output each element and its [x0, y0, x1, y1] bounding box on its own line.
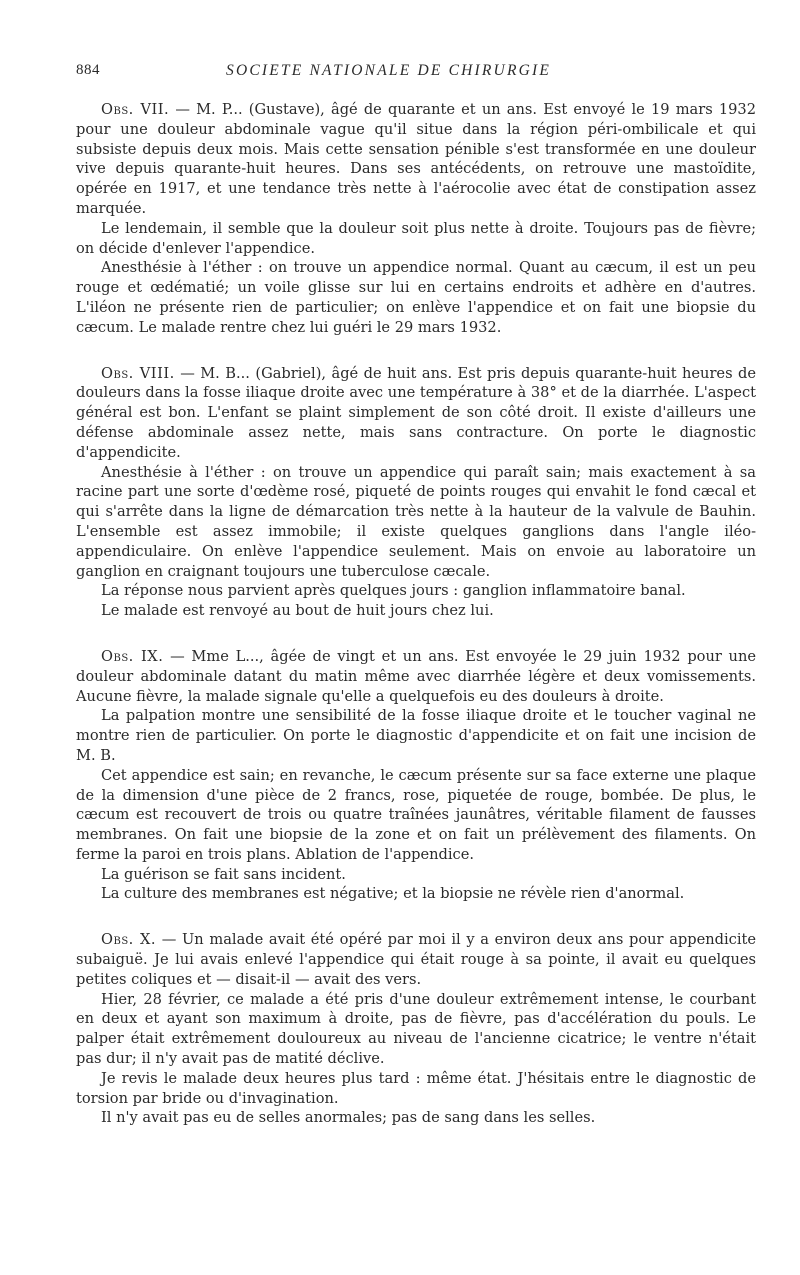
observation-label: Obs. VII. [101, 101, 170, 118]
observation-label: Obs. VIII. [101, 364, 175, 382]
body-paragraph: Le malade est renvoyé au bout de huit jours chez lui. [101, 602, 494, 620]
observation-viii [76, 364, 756, 621]
observation-vii [76, 100, 756, 338]
running-header [76, 62, 756, 88]
body-paragraph: La culture des membranes est négative; et la biopsie ne révèle rien d'anormal. [101, 885, 685, 903]
document-page [76, 62, 756, 1154]
page-number: 884 [76, 62, 100, 78]
observation-lead-paragraph [76, 647, 756, 706]
body-paragraph: La réponse nous parvient après quelques jours : ganglion inflammatoire banal. [101, 582, 686, 600]
body-paragraph: Cet appendice est sain; en revanche, le cæcum présente sur sa face externe une plaque de la dimension d'une pièce de 2 francs, rose, piquetée de rouge, bombée. De plus, le cæcum est recouvert de trois ou quatre traînées jaunâtres, véritable filament de fausses membranes. On fait une biopsie de la zone et on fait un prélèvement des filaments. On ferme la paroi en trois plans. Ablation de l'appendice. [76, 766, 756, 863]
body-paragraph: Il n'y avait pas eu de selles anormales; pas de sang dans les selles. [101, 1109, 596, 1127]
observation-lead-paragraph [76, 364, 756, 463]
body-paragraph: Hier, 28 février, ce malade a été pris d'une douleur extrêmement intense, le courbant en deux et ayant son maximum à droite, pas de fièvre, pas d'accélération du pouls. Le palper était extrêmement douloureux au niveau de l'ancienne cicatrice; le ventre n'était pas dur; il n'y avait pas de matité déclive. [76, 990, 756, 1068]
observation-lead-text: — M. P... (Gustave), âgé de quarante et un ans. Est envoyé le 19 mars 1932 pour une douleur abdominale vague qu'il situe dans la région péri-ombilicale et qui subsiste depuis deux mois. Mais cette sensation pénible s'est transformée en une douleur vive depuis quarante-huit heures. Dans ses antécédents, on retrouve une mastoïdite, opérée en 1917, et une tendance très nette à l'aérocolie avec état de constipation assez marquée. [76, 101, 756, 217]
observation-lead-text: — Un malade avait été opéré par moi il y a environ deux ans pour appendicite subaiguë. Je lui avais enlevé l'appendice qui était rouge à sa pointe, il avait eu quelques petites coliques et — disait-il — avait des vers. [76, 931, 756, 988]
body-paragraph: Le lendemain, il semble que la douleur soit plus nette à droite. Toujours pas de fièvre; on décide d'enlever l'appendice. [76, 219, 756, 257]
observation-ix [76, 647, 756, 904]
observation-lead-text: — Mme L..., âgée de vingt et un ans. Est envoyée le 29 juin 1932 pour une douleur abdominale datant du matin même avec diarrhée légère et deux vomissements. Aucune fièvre, la malade signale qu'elle a quelquefois eu des douleurs à droite. [76, 647, 756, 705]
body-paragraph: La palpation montre une sensibilité de la fosse iliaque droite et le toucher vaginal ne montre rien de particulier. On porte le diagnostic d'appendicite et on fait une incision de M. B. [76, 707, 756, 764]
observation-lead-paragraph [76, 930, 756, 989]
observation-lead-paragraph [76, 100, 756, 219]
body-paragraph: Anesthésie à l'éther : on trouve un appendice normal. Quant au cæcum, il est un peu rouge et œdématié; un voile glisse sur lui en certains endroits et adhère en d'autres. L'iléon ne présente rien de particulier; on enlève l'appendice et on fait une biopsie du cæcum. Le malade rentre chez lui guéri le 29 mars 1932. [76, 259, 756, 336]
observation-x [76, 930, 756, 1128]
journal-title: SOCIETE NATIONALE DE CHIRURGIE [226, 62, 552, 79]
observation-label: Obs. X. [101, 931, 157, 949]
body-paragraph: Anesthésie à l'éther : on trouve un appendice qui paraît sain; mais exactement à sa racine part une sorte d'œdème rosé, piqueté de points rouges qui envahit le fond cæcal et qui s'arrête dans la ligne de démarcation très nette à la hauteur de la valvule de Bauhin. L'ensemble est assez immobile; il existe quelques ganglions dans l'angle iléo-appendiculaire. On enlève l'appendice seulement. Mais on envoie au laboratoire un ganglion en craignant toujours une tuberculose cæcale. [76, 463, 756, 580]
body-paragraph: La guérison se fait sans incident. [101, 865, 346, 883]
observation-label: Obs. IX. [101, 647, 164, 665]
observation-lead-text: — M. B... (Gabriel), âgé de huit ans. Est pris depuis quarante-huit heures de douleurs dans la fosse iliaque droite avec une température à 38° et de la diarrhée. L'aspect général est bon. L'enfant se plaint simplement de son côté droit. Il existe d'ailleurs une défense abdominale assez nette, mais sans contracture. On porte le diagnostic d'appendicite. [76, 364, 756, 461]
body-paragraph: Je revis le malade deux heures plus tard : même état. J'hésitais entre le diagnostic de torsion par bride ou d'invagination. [76, 1069, 756, 1107]
